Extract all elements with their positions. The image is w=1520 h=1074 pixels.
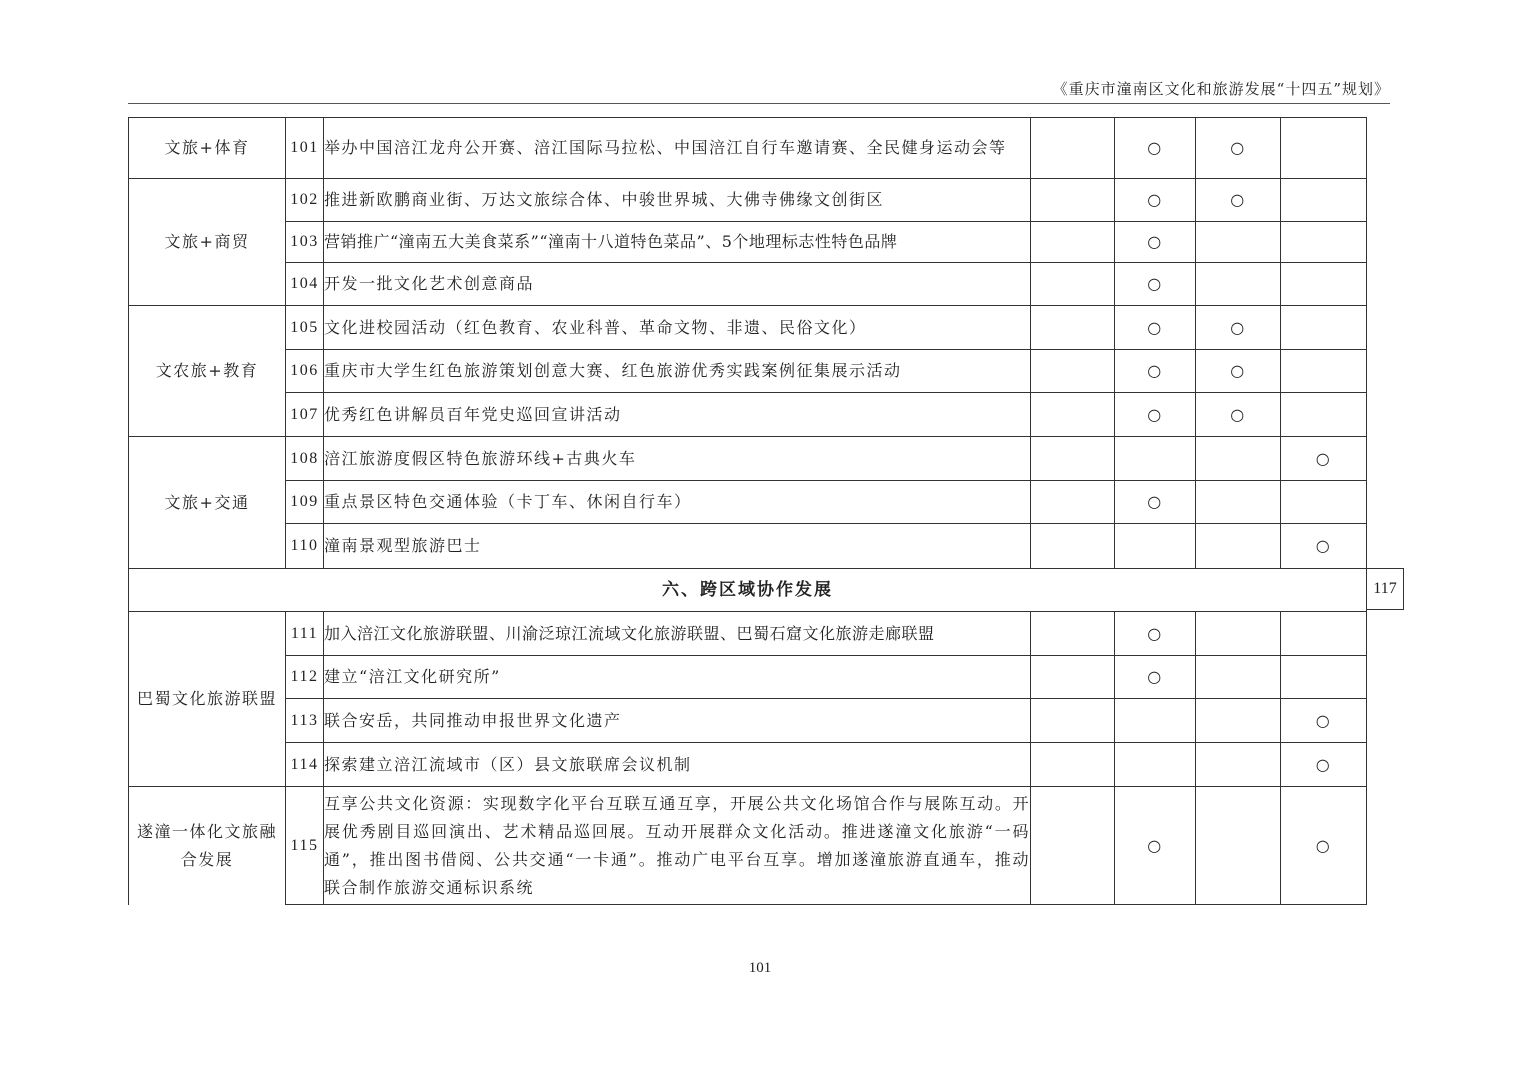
mark-circle-icon: ○ <box>1115 656 1196 699</box>
mark-cell <box>1031 524 1115 569</box>
mark-circle-icon: ○ <box>1115 350 1196 393</box>
mark-circle-icon: ○ <box>1115 306 1196 350</box>
project-table <box>128 117 1367 905</box>
mark-circle-icon: ○ <box>1281 437 1367 481</box>
table-row <box>129 118 1367 179</box>
item-text: 重庆市大学生红色旅游策划创意大赛、红色旅游优秀实践案例征集展示活动 <box>324 350 1031 393</box>
row-number: 104 <box>286 263 324 306</box>
table-row <box>129 393 1367 437</box>
item-text: 涪江旅游度假区特色旅游环线+古典火车 <box>324 437 1031 481</box>
mark-cell <box>1281 350 1367 393</box>
mark-cell <box>1031 481 1115 524</box>
row-number: 102 <box>286 179 324 222</box>
mark-cell <box>1281 612 1367 656</box>
mark-cell <box>1196 437 1281 481</box>
row-number: 109 <box>286 481 324 524</box>
side-page-box: 117 <box>1366 568 1404 610</box>
mark-circle-icon: ○ <box>1115 481 1196 524</box>
mark-circle-icon: ○ <box>1115 393 1196 437</box>
mark-cell <box>1196 699 1281 743</box>
row-number: 112 <box>286 656 324 699</box>
mark-cell <box>1196 743 1281 787</box>
mark-cell <box>1281 306 1367 350</box>
mark-cell <box>1196 787 1281 905</box>
row-number: 107 <box>286 393 324 437</box>
item-text: 建立“涪江文化研究所” <box>324 656 1031 699</box>
mark-circle-icon: ○ <box>1196 306 1281 350</box>
table-row <box>129 222 1367 263</box>
mark-circle-icon: ○ <box>1196 393 1281 437</box>
item-text: 互享公共文化资源：实现数字化平台互联互通互享，开展公共文化场馆合作与展陈互动。开展优秀剧目巡回演出、艺术精品巡回展。互动开展群众文化活动。推进遂潼文化旅游“一码通”，推出图书借阅、公共交通“一卡通”。推动广电平台互享。增加遂潼旅游直通车，推动联合制作旅游交通标识系统 <box>324 787 1031 905</box>
mark-cell <box>1031 306 1115 350</box>
category-cell: 文旅+交通 <box>129 437 286 569</box>
item-text: 举办中国涪江龙舟公开赛、涪江国际马拉松、中国涪江自行车邀请赛、全民健身运动会等 <box>324 118 1031 179</box>
mark-circle-icon: ○ <box>1196 179 1281 222</box>
mark-cell <box>1281 263 1367 306</box>
item-text: 加入涪江文化旅游联盟、川渝泛琼江流域文化旅游联盟、巴蜀石窟文化旅游走廊联盟 <box>324 612 1031 656</box>
mark-circle-icon: ○ <box>1281 699 1367 743</box>
mark-circle-icon: ○ <box>1281 524 1367 569</box>
mark-cell <box>1031 743 1115 787</box>
mark-circle-icon: ○ <box>1196 118 1281 179</box>
row-number: 103 <box>286 222 324 263</box>
mark-cell <box>1196 481 1281 524</box>
mark-cell <box>1196 263 1281 306</box>
item-text: 潼南景观型旅游巴士 <box>324 524 1031 569</box>
mark-cell <box>1031 263 1115 306</box>
row-number: 113 <box>286 699 324 743</box>
item-text: 联合安岳，共同推动申报世界文化遗产 <box>324 699 1031 743</box>
category-cell: 文旅+体育 <box>129 118 286 179</box>
mark-cell <box>1115 524 1196 569</box>
item-text: 重点景区特色交通体验（卡丁车、休闲自行车） <box>324 481 1031 524</box>
mark-circle-icon: ○ <box>1281 787 1367 905</box>
mark-cell <box>1196 524 1281 569</box>
mark-cell <box>1196 612 1281 656</box>
mark-cell <box>1031 118 1115 179</box>
mark-cell <box>1115 743 1196 787</box>
mark-cell <box>1281 179 1367 222</box>
mark-circle-icon: ○ <box>1115 787 1196 905</box>
mark-circle-icon: ○ <box>1115 263 1196 306</box>
table-row <box>129 306 1367 350</box>
mark-cell <box>1281 118 1367 179</box>
mark-cell <box>1031 656 1115 699</box>
row-number: 115 <box>286 787 324 905</box>
item-text: 推进新欧鹏商业街、万达文旅综合体、中骏世界城、大佛寺佛缘文创街区 <box>324 179 1031 222</box>
mark-cell <box>1281 656 1367 699</box>
category-cell: 文旅+商贸 <box>129 179 286 306</box>
table-row <box>129 263 1367 306</box>
row-number: 108 <box>286 437 324 481</box>
mark-circle-icon: ○ <box>1281 743 1367 787</box>
mark-cell <box>1031 787 1115 905</box>
mark-circle-icon: ○ <box>1115 118 1196 179</box>
document-header: 《重庆市潼南区文化和旅游发展“十四五”规划》 <box>1052 80 1390 98</box>
mark-cell <box>1196 656 1281 699</box>
header-rule <box>128 103 1390 104</box>
table-row <box>129 743 1367 787</box>
table-row <box>129 787 1367 905</box>
item-text: 探索建立涪江流域市（区）县文旅联席会议机制 <box>324 743 1031 787</box>
mark-circle-icon: ○ <box>1115 612 1196 656</box>
table-row <box>129 656 1367 699</box>
mark-cell <box>1281 222 1367 263</box>
row-number: 111 <box>286 612 324 656</box>
table-row <box>129 350 1367 393</box>
table-row <box>129 524 1367 569</box>
mark-cell <box>1196 222 1281 263</box>
item-text: 营销推广“潼南五大美食菜系”“潼南十八道特色菜品”、5个地理标志性特色品牌 <box>324 222 1031 263</box>
category-cell: 巴蜀文化旅游联盟 <box>129 612 286 787</box>
mark-circle-icon: ○ <box>1115 222 1196 263</box>
mark-cell <box>1031 179 1115 222</box>
table-row <box>129 612 1367 656</box>
item-text: 文化进校园活动（红色教育、农业科普、革命文物、非遗、民俗文化） <box>324 306 1031 350</box>
page-number: 101 <box>748 960 772 976</box>
mark-cell <box>1031 699 1115 743</box>
section-row <box>129 569 1367 612</box>
mark-cell <box>1115 437 1196 481</box>
table-row <box>129 481 1367 524</box>
row-number: 105 <box>286 306 324 350</box>
table-row <box>129 437 1367 481</box>
item-text: 开发一批文化艺术创意商品 <box>324 263 1031 306</box>
item-text: 优秀红色讲解员百年党史巡回宣讲活动 <box>324 393 1031 437</box>
mark-cell <box>1031 437 1115 481</box>
mark-cell <box>1031 393 1115 437</box>
row-number: 101 <box>286 118 324 179</box>
mark-cell <box>1031 350 1115 393</box>
mark-circle-icon: ○ <box>1115 179 1196 222</box>
category-cell: 遂潼一体化文旅融合发展 <box>129 787 286 905</box>
row-number: 110 <box>286 524 324 569</box>
mark-cell <box>1281 481 1367 524</box>
category-cell: 文农旅+教育 <box>129 306 286 437</box>
row-number: 114 <box>286 743 324 787</box>
mark-cell <box>1281 393 1367 437</box>
table-row <box>129 699 1367 743</box>
mark-cell <box>1031 222 1115 263</box>
mark-circle-icon: ○ <box>1196 350 1281 393</box>
mark-cell <box>1031 612 1115 656</box>
row-number: 106 <box>286 350 324 393</box>
section-title: 六、跨区域协作发展 <box>129 569 1367 612</box>
table-row <box>129 179 1367 222</box>
mark-cell <box>1115 699 1196 743</box>
